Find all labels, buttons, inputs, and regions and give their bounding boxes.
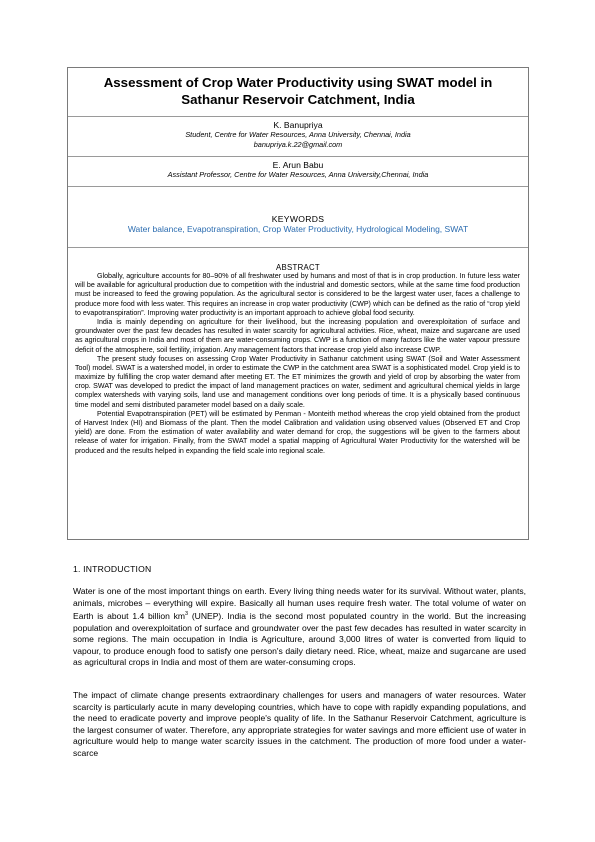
author-block-1 — [68, 117, 528, 157]
author-block-2 — [68, 157, 528, 187]
abstract-paragraph: The present study focuses on assessing Crop Water Productivity in Sathanur catchment using SWAT (Soil and Water Assessment Tool) model. SWAT is a watershed model, in order to estimate the CWP in the catchment area SWAT is a sophisticated model. Crop yield is to maximize by fulfilling the crop water demand after meeting ET. The ET minimizes the growth and yield of crop by absorbing the water from crop. SWAT was developed to predict the impact of land management practices on water, sediment and agricultural chemical yields in large complex watersheds with varying soils, land use and management conditions over long periods of time. It is a physically based continuous time model and semi distributed parameter model based on a daily scale. — [75, 354, 520, 409]
abstract-block — [68, 248, 528, 540]
author-affiliation-2: Assistant Professor, Centre for Water Resources, Anna University,Chennai, India — [167, 170, 429, 179]
intro-text-part-2: (UNEP). India is the second most populated country in the world. But the increasing population and overexploitation of surface and groundwater over the past few decades has resulted in water scarcity in some regions. The main occupation in India is Agriculture, around 3,000 litres of water is converted from liquid to vapour, to produce enough food to satisfy one person's daily dietary need. Rice, wheat, maize and sugarcane are used as agricultural crops in India and most of them are water-consuming crops. — [73, 611, 526, 668]
title-line-2: Sathanur Reservoir Catchment, India — [181, 92, 415, 107]
intro-text-p2: The impact of climate change presents extraordinary challenges for users and managers of water resources. Water scarcity is particularly acute in many developing countries, which have to cope with rapidly expanding populations, and the need to eradicate poverty and improve people's quality of life. In the Sathanur Reservoir Catchment, agriculture is the largest consumer of water. Therefore, any appropriate strategies for water savings and more efficient use of water in agriculture would help to mange water scarcity issues in the catchment. The production of more food under a water-scarce — [73, 690, 526, 758]
superscript-3: 3 — [185, 611, 189, 618]
title-line-1: Assessment of Crop Water Productivity using SWAT model in — [103, 75, 493, 90]
introduction-paragraph-1 — [73, 586, 526, 669]
author-name-2: E. Arun Babu — [272, 160, 324, 170]
abstract-heading: ABSTRACT — [276, 263, 320, 272]
introduction-paragraph-2 — [73, 690, 526, 760]
author-email-1: banupriya.k.22@gmail.com — [253, 139, 343, 149]
paper-title — [68, 68, 528, 108]
author-affiliation-1: Student, Centre for Water Resources, Anna University, Chennai, India — [185, 130, 411, 139]
abstract-paragraph: India is mainly depending on agriculture for their livelihood, but the increasing population and overexploitation of surface and groundwater over the past few decades has resulted in water scarcity for agricultural activities. Rice, wheat, maize and sugarcane are used as agricultural crops in India and most of them are water-consuming crops. CWP is a function of many factors like the water vapour pressure deficit of the atmosphere, soil fertility, irrigation. Any management factors that increase crop yield also increase CWP. — [75, 317, 520, 354]
abstract-paragraph: Potential Evapotranspiration (PET) will be estimated by Penman - Monteith method whereas the crop yield obtained from the product of Harvest Index (HI) and Biomass of the plant. Then the model Calibration and validation using observed values (Observed ET and Crop yield) are done. From the estimation of water availability and water demand for crop, the suggestions will be given to the farmers about release of water for irrigation. Finally, from the SWAT model a spatial mapping of Agricultural Water Productivity for the watershed will be produced and the results helped in expanding the field scale into regional scale. — [75, 409, 520, 455]
intro-text-part-1: Water is one of the most important things on earth. Every living thing needs water for its survival. Without water, plants, animals, microbes – everything will expire. Basically all human uses require fresh water. The total volume of water on Earth is about 1.4 billion km — [73, 586, 526, 622]
abstract-body — [75, 272, 520, 456]
front-matter-box — [67, 67, 529, 540]
keywords-block — [68, 187, 528, 248]
introduction-heading: 1. INTRODUCTION — [73, 564, 152, 574]
keywords-heading: KEYWORDS — [271, 214, 325, 224]
author-name-1: K. Banupriya — [273, 120, 323, 130]
keywords-list: Water balance, Evapotranspiration, Crop Water Productivity, Hydrological Modeling, SWAT — [127, 224, 469, 234]
title-block — [68, 68, 528, 117]
abstract-paragraph: Globally, agriculture accounts for 80–90% of all freshwater used by humans and most of that is in crop production. In future less water will be available for agricultural production due to competition with the industrial and domestic sectors, while at the same time food production must be increased to feed the growing population. As the agricultural sector is considered to be the largest water user, faces a challenge to produce more food with less water. This requires an increase in crop water productivity (CWP) which can be defined as the ratio of “crop yield to evapotranspiration”. Improving water productivity is an important approach to achieve global food security. — [75, 272, 520, 317]
